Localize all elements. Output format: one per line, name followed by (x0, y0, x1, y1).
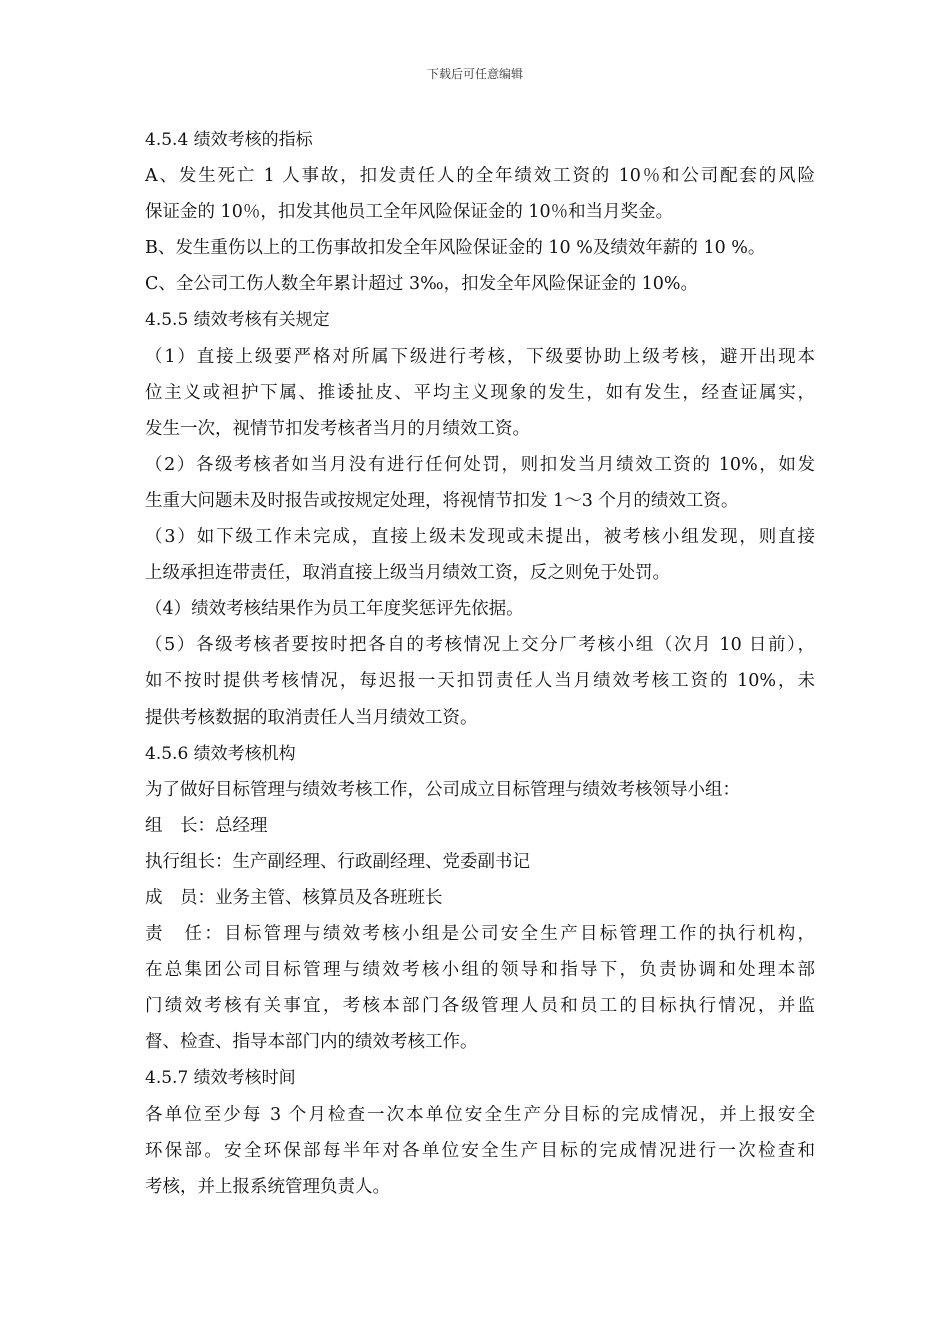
text-line: （3）如下级工作未完成，直接上级未发现或未提出，被考核小组发现，则直接 (145, 527, 815, 548)
text-line: 发生一次，视情节扣发考核者当月的月绩效工资。 (145, 418, 530, 439)
text-line: B、发生重伤以上的工伤事故扣发全年风险保证金的 10 %及绩效年薪的 10 %。 (145, 238, 766, 259)
text-line: 环保部。安全环保部每半年对各单位安全生产目标的完成情况进行一次检查和 (145, 1140, 815, 1161)
text-line: 督、检查、指导本部门内的绩效考核工作。 (145, 1032, 478, 1053)
text-line: （1）直接上级要严格对所属下级进行考核，下级要协助上级考核，避开出现本 (145, 346, 815, 367)
text-line: 如不按时提供考核情况，每迟报一天扣罚责任人当月绩效考核工资的 10%，未 (145, 671, 815, 692)
section-heading: 4.5.6 绩效考核机构 (145, 743, 296, 764)
text-line: 保证金的 10％，扣发其他员工全年风险保证金的 10％和当月奖金。 (145, 202, 674, 223)
text-line: 组 长：总经理 (145, 815, 268, 836)
text-line: 为了做好目标管理与绩效考核工作，公司成立目标管理与绩效考核领导小组： (145, 779, 740, 800)
section-heading: 4.5.4 绩效考核的指标 (145, 130, 313, 150)
text-line: 责 任：目标管理与绩效考核小组是公司安全生产目标管理工作的执行机构， (145, 924, 815, 945)
text-line: C、全公司工伤人数全年累计超过 3‰，扣发全年风险保证金的 10%。 (145, 274, 699, 295)
text-line: 提供考核数据的取消责任人当月绩效工资。 (145, 707, 478, 728)
section-heading: 4.5.5 绩效考核有关规定 (145, 310, 330, 331)
page-header: 下载后可任意编辑 (426, 67, 523, 81)
text-line: 门绩效考核有关事宜，考核本部门各级管理人员和员工的目标执行情况，并监 (145, 996, 815, 1017)
text-line: 执行组长：生产副经理、行政副经理、党委副书记 (145, 851, 530, 872)
text-line: 上级承担连带责任，取消直接上级当月绩效工资，反之则免于处罚。 (145, 563, 670, 584)
document-body (145, 122, 815, 1205)
text-line: （4）绩效考核结果作为员工年度奖惩评先依据。 (145, 599, 524, 620)
text-line: 生重大问题未及时报告或按规定处理，将视情节扣发 1～3 个月的绩效工资。 (145, 490, 739, 511)
section-heading: 4.5.7 绩效考核时间 (145, 1068, 296, 1089)
text-line: 在总集团公司目标管理与绩效考核小组的领导和指导下，负责协调和处理本部 (145, 960, 815, 981)
text-line: 考核，并上报系统管理负责人。 (145, 1176, 390, 1197)
text-line: （2）各级考核者如当月没有进行任何处罚，则扣发当月绩效工资的 10%，如发 (145, 454, 815, 475)
text-line: （5）各级考核者要按时把各自的考核情况上交分厂考核小组（次月 10 日前）， (145, 635, 815, 656)
text-line: A、发生死亡 1 人事故，扣发责任人的全年绩效工资的 10％和公司配套的风险 (145, 166, 815, 187)
text-line: 各单位至少每 3 个月检查一次本单位安全生产分目标的完成情况，并上报安全 (145, 1104, 815, 1125)
text-line: 成 员：业务主管、核算员及各班班长 (145, 887, 443, 908)
text-line: 位主义或袒护下属、推诿扯皮、平均主义现象的发生，如有发生，经查证属实， (145, 382, 815, 403)
